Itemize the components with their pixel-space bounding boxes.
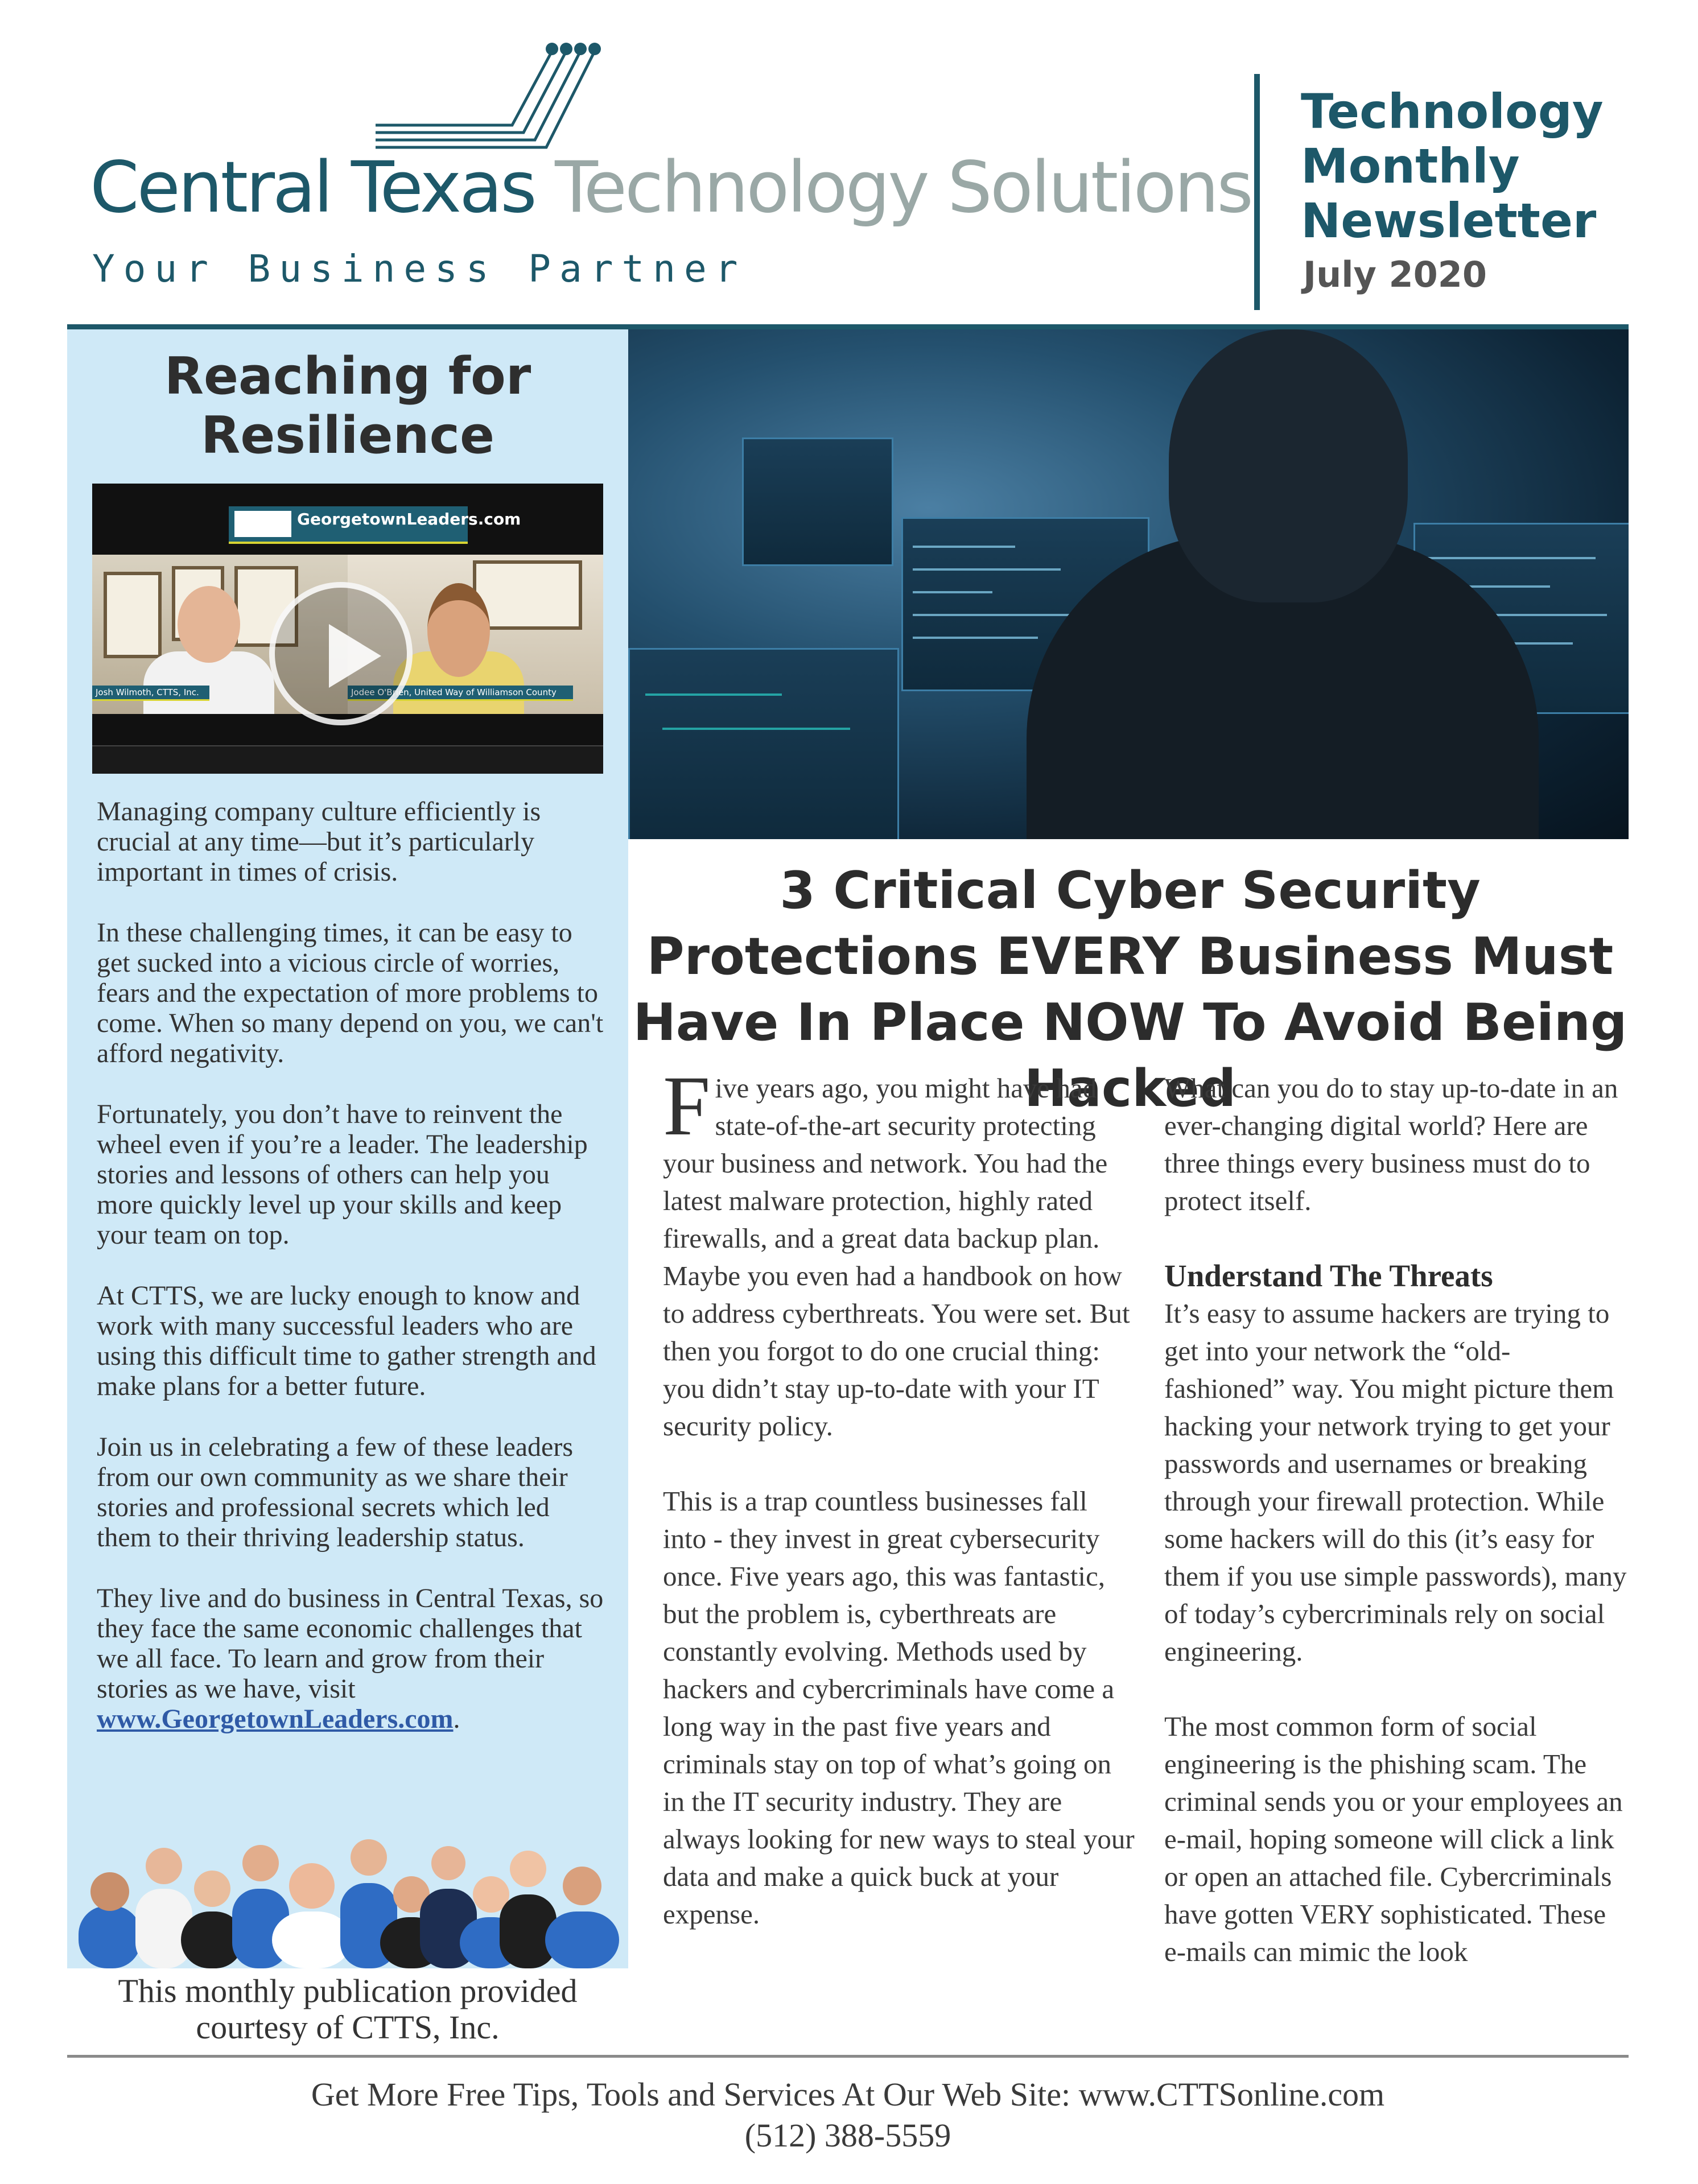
article-title: 3 Critical Cyber Security Protections EVERY Business Must Have In Place NOW To Avoid Being Hacked — [633, 861, 1627, 1118]
article-column-1 — [663, 1059, 1135, 1971]
company-name-light: Technology Solutions — [555, 147, 1251, 229]
sidebar-paragraph-end: . — [453, 1704, 460, 1734]
article-paragraph-text: ive years ago, you might have had state-of-the-art security protecting your business and network. You had the latest malware protection, highly rated firewalls, and a great data backup plan. Maybe you even had a handbook on how to address cyberthreats. You were set. But then you forgot to do one crucial thing: you didn’t stay up-to-date with your IT security policy. — [663, 1072, 1130, 1442]
person-head — [427, 583, 490, 677]
drop-cap: F — [663, 1059, 711, 1153]
sidebar-paragraph: In these challenging times, it can be easy to get sucked into a vicious circle of worries, fears and the expectation of more problems to come. When so many depend on you, we can't afford negativity. — [97, 918, 604, 1068]
footer-website: Get More Free Tips, Tools and Services At Our Web Site: www.CTTSonline.com — [311, 2076, 1385, 2113]
sidebar-paragraph-text: They live and do business in Central Texas, so they face the same economic challenges that we all face. To learn and grow from their stories as we have, visit — [97, 1583, 604, 1704]
article-column-2 — [1164, 1070, 1631, 2008]
video-name-right: Jodee O'Brien, United Way of Williamson County — [348, 686, 573, 701]
code-line — [913, 637, 1038, 639]
play-icon — [329, 624, 381, 688]
sidebar-heading: Reaching for Resilience — [164, 346, 531, 465]
wall-frame — [104, 572, 162, 658]
play-button[interactable] — [269, 582, 413, 725]
georgetown-leaders-link[interactable]: www.GeorgetownLeaders.com — [97, 1704, 454, 1734]
article-paragraph: The most common form of social engineering is the phishing scam. The criminal sends you or your employees an e-mail, hoping someone will click a link or open an attached file. Cybercriminals have gotten VERY sophisticated. These e-mails can mimic the look — [1164, 1711, 1623, 1967]
sidebar-paragraph: Fortunately, you don’t have to reinvent the wheel even if you’re a leader. The leadership stories and lessons of others can help you more quickly level up your skills and keep your team on top. — [97, 1099, 588, 1250]
article-paragraph: This is a trap countless businesses fall into - they invest in great cybersecurity once. Five years ago, this was fantastic, but the problem is, cyberthreats are constantly evolving. Methods used by hackers and cybercriminals have come a long way in the past five years and criminals stay on top of what’s going on in the IT security industry. They are always looking for new ways to steal your data and make a quick buck at your expense. — [663, 1485, 1135, 1930]
logo-circuit-icon — [364, 40, 603, 156]
header-divider — [1254, 74, 1260, 310]
footer-phone: (512) 388-5559 — [744, 2117, 951, 2154]
company-tagline: Your Business Partner — [92, 247, 747, 291]
code-line — [913, 546, 1015, 548]
company-name-dark: Central Texas — [90, 147, 535, 229]
article-paragraph: It’s easy to assume hackers are trying to get into your network the “old-fashioned” way. You might picture them hacking your network trying to get your passwords and usernames or breaking through your firewall protection. While some hackers will do this (it’s easy for them if you use simple passwords), many of today’s cybercriminals rely on social engineering. — [1164, 1298, 1627, 1667]
video-name-left: Josh Wilmoth, CTTS, Inc. — [92, 686, 209, 701]
sidebar-paragraph: Managing company culture efficiently is crucial at any time—but it’s particularly important in times of crisis. — [97, 796, 541, 887]
footer-rule — [67, 2055, 1629, 2058]
code-line — [913, 591, 992, 593]
article-subheading: Understand The Threats — [1164, 1258, 1493, 1293]
person-head — [178, 586, 240, 663]
code-line — [1425, 557, 1596, 559]
world-map-line — [645, 693, 782, 696]
video-banner — [229, 506, 521, 544]
courtesy-note: This monthly publication provided courtesy of CTTS, Inc. — [118, 1972, 578, 2046]
code-line — [913, 568, 1061, 571]
sidebar-body — [97, 796, 609, 1765]
wall-frame — [473, 560, 582, 630]
header-rule — [67, 324, 1629, 329]
company-name — [90, 147, 1251, 229]
video-banner-logo — [234, 511, 291, 537]
world-map-line — [662, 728, 850, 730]
newsletter-title: Technology Monthly Newsletter — [1301, 84, 1604, 249]
article-paragraph — [663, 1059, 1135, 1445]
hacker-hood — [1169, 329, 1408, 602]
hero-monitor — [628, 648, 899, 839]
video-banner-text: GeorgetownLeaders.com — [297, 510, 521, 529]
newsletter-date: July 2020 — [1303, 254, 1487, 295]
video-player[interactable] — [92, 484, 603, 774]
team-photo — [67, 1826, 628, 1968]
sidebar-paragraph: Join us in celebrating a few of these leaders from our own community as we share their stories and professional secrets which led them to their thriving leadership status. — [97, 1432, 574, 1553]
sidebar-paragraph-last — [97, 1583, 609, 1734]
hero-monitor — [742, 437, 893, 566]
article-paragraph: What can you do to stay up-to-date in an ever-changing digital world? Here are three things every business must do to protect itself. — [1164, 1072, 1618, 1216]
sidebar-paragraph: At CTTS, we are lucky enough to know and work with many successful leaders who are using this difficult time to gather strength and make plans for a better future. — [97, 1281, 596, 1401]
hero-image-hacker — [628, 329, 1629, 839]
video-controls-bar[interactable] — [92, 745, 603, 774]
code-line — [913, 614, 1083, 616]
